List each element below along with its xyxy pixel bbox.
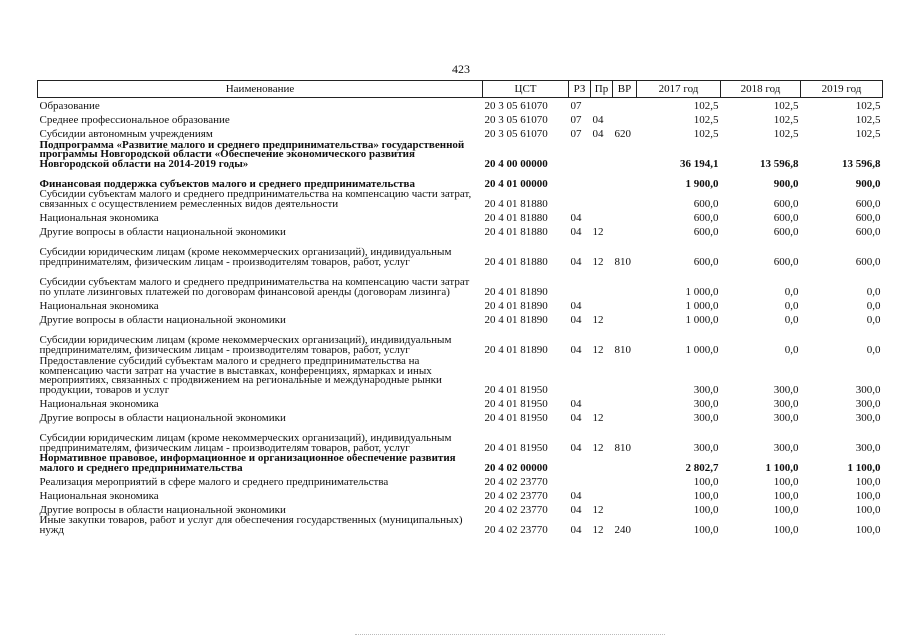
row-vr <box>613 224 637 238</box>
row-value-2019: 0,0 <box>866 313 881 326</box>
row-value-2018: 600,0 <box>773 255 799 268</box>
table-row <box>38 454 883 474</box>
row-vr <box>613 170 637 190</box>
row-value-2017: 1 000,0 <box>685 343 719 356</box>
row-cst: 20 4 01 81950 <box>484 383 548 396</box>
row-vr <box>613 488 637 502</box>
table-row <box>38 224 883 238</box>
row-rz: 04 <box>570 211 582 224</box>
row-value-2019: 13 596,8 <box>842 157 881 170</box>
row-value-2017: 1 000,0 <box>685 299 719 312</box>
row-value-2019: 0,0 <box>866 285 881 298</box>
row-value-2018: 13 596,8 <box>760 157 799 170</box>
row-value-2018: 102,5 <box>773 113 799 126</box>
row-cst: 20 3 05 61070 <box>484 113 548 126</box>
row-rz: 04 <box>570 255 582 268</box>
row-value-2017: 1 900,0 <box>685 177 719 190</box>
row-vr: 620 <box>614 127 631 140</box>
row-cst: 20 4 01 81880 <box>484 225 548 238</box>
row-pr: 12 <box>592 411 604 424</box>
row-name: Национальная экономика <box>39 489 159 502</box>
row-value-2017: 1 000,0 <box>685 285 719 298</box>
table-row <box>38 238 883 268</box>
row-value-2018: 0,0 <box>784 343 799 356</box>
row-value-2019: 102,5 <box>855 113 881 126</box>
row-cst: 20 3 05 61070 <box>484 127 548 140</box>
row-cst: 20 3 05 61070 <box>484 99 548 112</box>
row-value-2018: 300,0 <box>773 397 799 410</box>
row-value-2019: 100,0 <box>855 489 881 502</box>
row-rz <box>569 140 591 170</box>
header-2019: 2019 год <box>801 81 883 98</box>
row-pr: 04 <box>592 113 604 126</box>
table-row <box>38 488 883 502</box>
row-value-2019: 600,0 <box>855 211 881 224</box>
row-rz: 04 <box>570 503 582 516</box>
row-value-2018: 100,0 <box>773 523 799 536</box>
row-cst: 20 4 01 81890 <box>484 343 548 356</box>
row-name: Другие вопросы в области национальной экономики <box>39 411 286 424</box>
table-row <box>38 140 883 170</box>
row-cst: 20 4 01 81950 <box>484 397 548 410</box>
row-cst: 20 4 01 81890 <box>484 299 548 312</box>
row-value-2019: 300,0 <box>855 441 881 454</box>
table-row <box>38 112 883 126</box>
table-row <box>38 298 883 312</box>
row-pr: 12 <box>592 313 604 326</box>
row-pr <box>591 140 613 170</box>
row-value-2019: 600,0 <box>855 225 881 238</box>
row-rz: 04 <box>570 489 582 502</box>
row-value-2018: 102,5 <box>773 99 799 112</box>
row-rz: 07 <box>570 99 582 112</box>
row-pr <box>591 298 613 312</box>
row-value-2019: 0,0 <box>866 343 881 356</box>
row-value-2017: 2 802,7 <box>685 461 719 474</box>
footer-divider <box>355 634 665 635</box>
row-value-2017: 300,0 <box>693 383 719 396</box>
row-name: Национальная экономика <box>39 211 159 224</box>
table-row <box>38 190 883 210</box>
row-vr: 240 <box>614 523 631 536</box>
row-name: Образование <box>39 99 100 112</box>
row-value-2018: 600,0 <box>773 197 799 210</box>
row-rz: 07 <box>570 113 582 126</box>
row-value-2017: 600,0 <box>693 255 719 268</box>
row-cst: 20 4 00 00000 <box>484 157 548 170</box>
header-cst: ЦСТ <box>483 81 569 98</box>
row-value-2019: 100,0 <box>855 503 881 516</box>
row-rz: 04 <box>570 343 582 356</box>
row-vr <box>613 474 637 488</box>
row-vr <box>613 454 637 474</box>
row-value-2018: 1 100,0 <box>765 461 799 474</box>
row-name: Иные закупки товаров, работ и услуг для обеспечения государственных (муниципальных) нужд <box>39 515 463 536</box>
row-vr: 810 <box>614 255 631 268</box>
row-value-2019: 0,0 <box>866 299 881 312</box>
row-pr: 12 <box>592 503 604 516</box>
row-name: Финансовая поддержка субъектов малого и среднего предпринимательства <box>39 177 415 190</box>
row-vr: 810 <box>614 441 631 454</box>
row-value-2017: 600,0 <box>693 211 719 224</box>
row-rz <box>569 190 591 210</box>
row-value-2018: 102,5 <box>773 127 799 140</box>
row-rz: 04 <box>570 523 582 536</box>
table-row <box>38 170 883 190</box>
row-value-2017: 100,0 <box>693 503 719 516</box>
row-cst: 20 4 02 23770 <box>484 489 548 502</box>
row-vr <box>613 410 637 424</box>
row-pr <box>591 210 613 224</box>
row-value-2017: 100,0 <box>693 475 719 488</box>
row-value-2019: 100,0 <box>855 475 881 488</box>
row-name: Национальная экономика <box>39 299 159 312</box>
row-value-2019: 600,0 <box>855 197 881 210</box>
row-cst: 20 4 01 81880 <box>484 211 548 224</box>
row-name: Субсидии автономным учреждениям <box>39 127 213 140</box>
row-value-2018: 300,0 <box>773 441 799 454</box>
row-value-2018: 300,0 <box>773 411 799 424</box>
row-rz <box>569 268 591 298</box>
row-rz <box>569 454 591 474</box>
table-row <box>38 312 883 326</box>
table-row <box>38 356 883 396</box>
row-rz: 04 <box>570 225 582 238</box>
row-vr <box>613 356 637 396</box>
row-value-2018: 600,0 <box>773 225 799 238</box>
table-row <box>38 210 883 224</box>
row-name: Реализация мероприятий в сфере малого и среднего предпринимательства <box>39 475 389 488</box>
row-vr <box>613 268 637 298</box>
row-vr <box>613 298 637 312</box>
row-vr <box>613 190 637 210</box>
row-vr <box>613 210 637 224</box>
header-name: Наименование <box>38 81 483 98</box>
row-value-2018: 0,0 <box>784 285 799 298</box>
row-value-2017: 36 194,1 <box>680 157 719 170</box>
table-row <box>38 502 883 516</box>
table-row <box>38 424 883 454</box>
header-vr: ВР <box>613 81 637 98</box>
table-row <box>38 474 883 488</box>
row-cst: 20 4 01 00000 <box>484 177 548 190</box>
row-pr: 12 <box>592 441 604 454</box>
row-value-2018: 600,0 <box>773 211 799 224</box>
row-value-2017: 600,0 <box>693 197 719 210</box>
row-value-2017: 100,0 <box>693 489 719 502</box>
header-pr: Пр <box>591 81 613 98</box>
row-value-2018: 0,0 <box>784 313 799 326</box>
row-cst: 20 4 02 00000 <box>484 461 548 474</box>
row-value-2019: 102,5 <box>855 127 881 140</box>
row-value-2017: 102,5 <box>693 127 719 140</box>
row-rz: 04 <box>570 313 582 326</box>
row-value-2017: 1 000,0 <box>685 313 719 326</box>
table-row <box>38 516 883 536</box>
row-vr <box>613 502 637 516</box>
row-cst: 20 4 02 23770 <box>484 503 548 516</box>
row-cst: 20 4 01 81890 <box>484 313 548 326</box>
row-value-2019: 300,0 <box>855 397 881 410</box>
row-cst: 20 4 01 81880 <box>484 197 548 210</box>
table-row <box>38 268 883 298</box>
row-name: Предоставление субсидий субъектам малого и среднего предпринимательства на компенсацию части затрат на участие в выставках, конференциях, ярмарках и иных мероприятиях, связанных с продвижением на региональные и международные рынки продукции, товаров и услуг <box>39 355 442 396</box>
row-value-2018: 300,0 <box>773 383 799 396</box>
row-rz: 04 <box>570 441 582 454</box>
row-value-2019: 300,0 <box>855 411 881 424</box>
row-name: Другие вопросы в области национальной экономики <box>39 503 286 516</box>
row-rz: 07 <box>570 127 582 140</box>
row-cst: 20 4 01 81890 <box>484 285 548 298</box>
row-vr <box>613 396 637 410</box>
budget-table <box>37 80 883 536</box>
row-value-2018: 900,0 <box>773 177 799 190</box>
row-value-2017: 102,5 <box>693 99 719 112</box>
row-value-2019: 1 100,0 <box>847 461 881 474</box>
table-row <box>38 98 883 112</box>
table-row <box>38 326 883 356</box>
row-cst: 20 4 02 23770 <box>484 523 548 536</box>
row-value-2017: 300,0 <box>693 441 719 454</box>
row-vr <box>613 312 637 326</box>
page-number: 423 <box>452 62 470 76</box>
row-pr <box>591 356 613 396</box>
row-pr <box>591 474 613 488</box>
row-value-2019: 300,0 <box>855 383 881 396</box>
row-rz: 04 <box>570 397 582 410</box>
row-rz <box>569 170 591 190</box>
row-pr <box>591 98 613 112</box>
row-value-2018: 100,0 <box>773 489 799 502</box>
row-pr <box>591 454 613 474</box>
row-pr <box>591 190 613 210</box>
row-name: Национальная экономика <box>39 397 159 410</box>
row-value-2017: 102,5 <box>693 113 719 126</box>
row-pr: 12 <box>592 523 604 536</box>
row-value-2018: 100,0 <box>773 503 799 516</box>
row-rz: 04 <box>570 299 582 312</box>
row-pr: 04 <box>592 127 604 140</box>
row-pr <box>591 170 613 190</box>
row-value-2019: 102,5 <box>855 99 881 112</box>
row-name: Субсидии субъектам малого и среднего предпринимательства на компенсацию части затрат, связанных с осуществлением ремесленных видов деятельности <box>39 189 472 210</box>
row-name: Субсидии юридическим лицам (кроме некоммерческих организаций), индивидуальным предпринимателям, физическим лицам - производителям товаров, работ, услуг <box>39 432 452 454</box>
row-vr <box>613 112 637 126</box>
row-vr <box>613 140 637 170</box>
row-value-2017: 100,0 <box>693 523 719 536</box>
row-pr: 12 <box>592 255 604 268</box>
row-cst: 20 4 01 81950 <box>484 411 548 424</box>
row-name: Нормативное правовое, информационное и организационное обеспечение развития малого и среднего предпринимательства <box>39 453 456 474</box>
row-pr <box>591 396 613 410</box>
row-vr: 810 <box>614 343 631 356</box>
row-value-2017: 600,0 <box>693 225 719 238</box>
row-pr: 12 <box>592 343 604 356</box>
row-vr <box>613 98 637 112</box>
table-header <box>38 81 883 98</box>
header-2018: 2018 год <box>721 81 801 98</box>
row-cst: 20 4 01 81880 <box>484 255 548 268</box>
row-value-2019: 100,0 <box>855 523 881 536</box>
table-row <box>38 126 883 140</box>
row-pr <box>591 268 613 298</box>
header-2017: 2017 год <box>637 81 721 98</box>
header-rz: РЗ <box>569 81 591 98</box>
row-name: Субсидии субъектам малого и среднего предпринимательства на компенсацию части затрат по уплате лизинговых платежей по договорам финансовой аренды (договорам лизинга) <box>39 276 470 298</box>
row-name: Другие вопросы в области национальной экономики <box>39 313 286 326</box>
row-cst: 20 4 02 23770 <box>484 475 548 488</box>
row-rz <box>569 356 591 396</box>
row-value-2017: 300,0 <box>693 411 719 424</box>
table-row <box>38 410 883 424</box>
row-name: Подпрограмма «Развитие малого и среднего предпринимательства» государственной программы Новгородской области «Обеспечение экономического развития Новгородской области на 2014-2019 годы» <box>39 139 465 170</box>
row-name: Субсидии юридическим лицам (кроме некоммерческих организаций), индивидуальным предпринимателям, физическим лицам - производителям товаров, работ, услуг <box>39 246 452 268</box>
row-cst: 20 4 01 81950 <box>484 441 548 454</box>
row-name: Среднее профессиональное образование <box>39 113 230 126</box>
row-pr: 12 <box>592 225 604 238</box>
row-rz: 04 <box>570 411 582 424</box>
row-value-2018: 100,0 <box>773 475 799 488</box>
table-row <box>38 396 883 410</box>
row-value-2019: 900,0 <box>855 177 881 190</box>
row-value-2017: 300,0 <box>693 397 719 410</box>
row-value-2019: 600,0 <box>855 255 881 268</box>
row-rz <box>569 474 591 488</box>
row-name: Субсидии юридическим лицам (кроме некоммерческих организаций), индивидуальным предпринимателям, физическим лицам - производителям товаров, работ, услуг <box>39 334 452 356</box>
row-pr <box>591 488 613 502</box>
row-value-2018: 0,0 <box>784 299 799 312</box>
row-name: Другие вопросы в области национальной экономики <box>39 225 286 238</box>
